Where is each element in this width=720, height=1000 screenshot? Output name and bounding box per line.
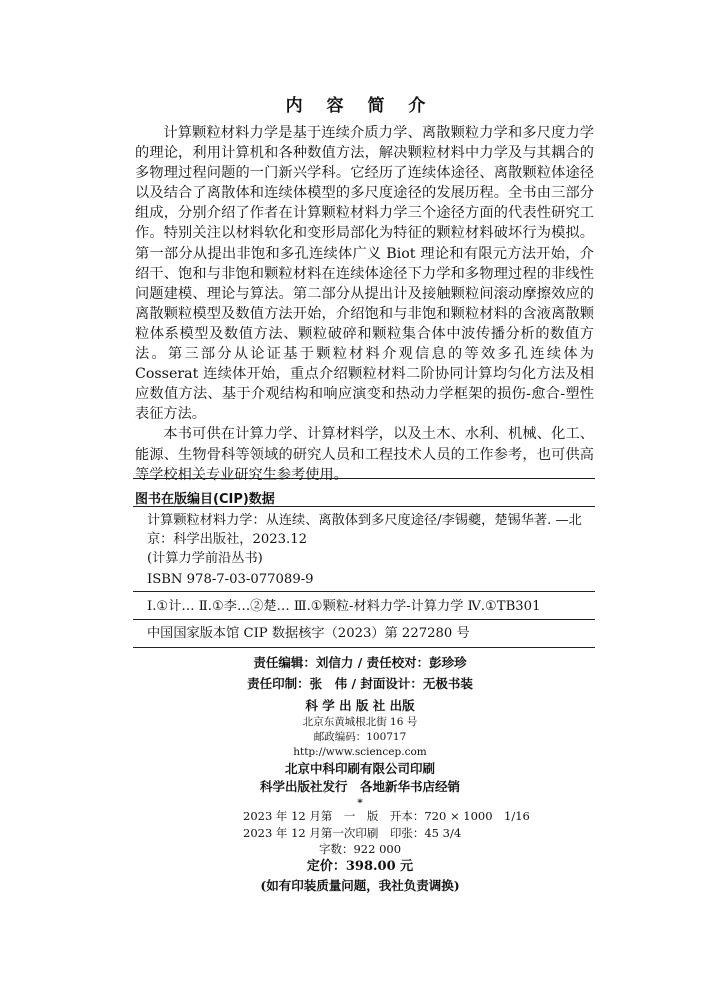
separator-star: *	[357, 797, 363, 809]
cip-bottom-rule	[133, 647, 595, 648]
cip-title-text: 计算颗粒材料力学：从连续、离散体到多尺度途径/李锡夔，楚锡华著. —北京：科学出版社，2023.12	[147, 513, 582, 547]
intro-paragraph-1: 计算颗粒材料力学是基于连续介质力学、离散颗粒力学和多尺度力学的理论，利用计算机和各种数值方法，解决颗粒材料中力学及与其耦合的多物理过程问题的一门新兴学科。它经历了连续体途径、离散颗粒体途径以及结合了离散体和连续体模型的多尺度途径的发展历程。全书由三部分组成，分别介绍了作者在计算颗粒材料力学三个途径方面的代表性研究工作。特别关注以材料软化和变形局部化为特征的颗粒材料破坏行为模拟。第一部分从提出非饱和多孔连续体广义 Biot 理论和有限元方法开始，介绍干、饱和与非饱和颗粒材料在连续体途径下力学和多物理过程的非线性问题建模、理论与算法。第二部分从提出计及接触颗粒间滚动摩擦效应的离散颗粒模型及数值方法开始，介绍饱和与非饱和颗粒材料的含液离散颗粒体系模型及数值方法、颗粒破碎和颗粒集合体中波传播分析的数值方法。第三部分从论证基于颗粒材料介观信息的等效多孔连续体为 Cosserat 连续体开始，重点介绍颗粒材料二阶协同计算均匀化方法及相应数值方法、基于介观结构和响应演变和热动力学框架的损伤-愈合-塑性表征方法。	[135, 125, 594, 423]
intro-body	[135, 123, 594, 485]
spec-edition: 2023 年 12 月第 一 版 开本：720 × 1000 1/16	[243, 809, 530, 823]
printer: 北京中科印刷有限公司印刷	[284, 761, 435, 776]
price: 定价：398.00 元	[306, 859, 414, 874]
quality-notice: (如有印装质量问题，我社负责调换)	[260, 878, 460, 893]
cip-number: 中国国家版本馆 CIP 数据核字（2023）第 227280 号	[147, 626, 470, 641]
spec-words: 字数：922 000	[318, 842, 402, 856]
publisher-name: 科 学 出 版 社 出版	[305, 698, 415, 713]
cip-classification-rule	[133, 619, 595, 620]
distribution: 科学出版社发行 各地新华书店经销	[259, 779, 460, 794]
cip-heading: 图书在版编目(CIP)数据	[135, 492, 275, 507]
credits-editors: 责任编辑：刘信力 / 责任校对：彭珍珍	[253, 655, 467, 670]
intro-paragraph-2: 本书可供在计算力学、计算材料学，以及土木、水利、机械、化工、能源、生物骨科等领域的研究人员和工程技术人员的工作参考，也可供高等学校相关专业研究生参考使用。	[135, 426, 594, 483]
cip-isbn-rule	[133, 591, 595, 592]
intro-title: 内 容 简 介	[285, 96, 435, 116]
cip-isbn: ISBN 978-7-03-077089-9	[147, 572, 314, 587]
publisher-block	[0, 697, 720, 811]
publisher-url: http://www.sciencep.com	[293, 746, 427, 758]
cip-classification: Ⅰ.①计… Ⅱ.①李…②楚… Ⅲ.①颗粒-材料力学-计算力学 Ⅳ.①TB301	[147, 599, 541, 614]
cip-top-rule	[133, 478, 595, 479]
spec-printing: 2023 年 12 月第一次印刷 印张：45 3/4	[243, 826, 462, 840]
credits-production: 责任印制：张 伟 / 封面设计：无极书装	[247, 676, 473, 691]
credits	[0, 652, 720, 694]
publisher-address: 北京东黄城根北街 16 号	[302, 716, 418, 728]
cip-title-line	[135, 511, 590, 549]
cip-heading-rule	[133, 506, 595, 507]
cip-series: (计算力学前沿丛书)	[147, 551, 263, 566]
publisher-postcode: 邮政编码：100717	[313, 731, 407, 743]
